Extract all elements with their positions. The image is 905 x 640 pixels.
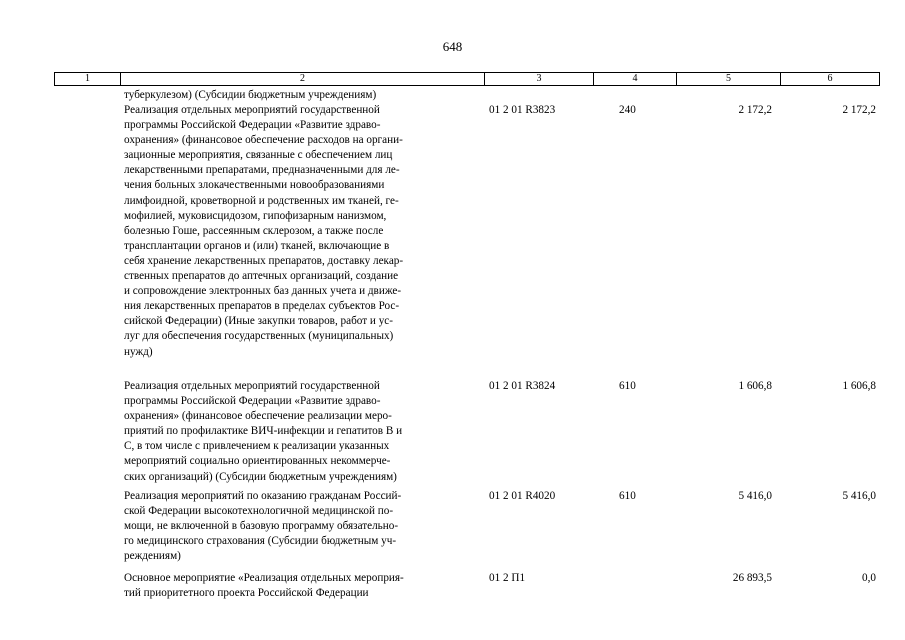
description-line: Реализация отдельных мероприятий государственной — [124, 104, 380, 116]
description-line: С, в том числе с привлечением к реализации указанных — [124, 440, 390, 453]
page-number: 648 — [442, 39, 463, 54]
column-header-5: 5 — [677, 73, 781, 85]
description-line: мощи, не включенной в базовую программу обязательно- — [124, 520, 399, 533]
target-article-code: 01 2 01 R4020 — [489, 490, 556, 502]
description-line: Реализация отдельных мероприятий государственной — [124, 380, 380, 392]
description-line: мероприятий социально ориентированных некоммерче- — [124, 455, 391, 468]
description-line: программы Российской Федерации «Развитие здраво- — [124, 395, 381, 408]
amount-column-5: 5 416,0 — [738, 490, 772, 502]
description-line: ской Федерации высокотехнологичной медицинской по- — [124, 505, 394, 518]
description-line: приятий по профилактике ВИЧ-инфекции и гепатитов В и — [124, 425, 403, 438]
description-line: Основное мероприятие «Реализация отдельных мероприя- — [124, 572, 404, 584]
column-header-1: 1 — [55, 73, 121, 85]
description-line: ских организаций) (Субсидии бюджетным учреждениям) — [124, 470, 397, 483]
table-header — [54, 72, 880, 86]
amount-column-5: 26 893,5 — [732, 572, 772, 584]
description-line: охранения» (финансовое обеспечение расходов на органи- — [124, 134, 403, 147]
description-line: болезнью Гоше, рассеянным склерозом, а также после — [124, 224, 384, 237]
description-line: лимфоидной, кроветворной и родственных им тканей, ге- — [124, 194, 399, 207]
expense-type-code: 240 — [619, 104, 636, 116]
description-line: трансплантации органов и (или) тканей, включающие в — [124, 239, 390, 252]
amount-column-5: 1 606,8 — [738, 380, 772, 392]
description-line: го медицинского страхования (Субсидии бюджетным уч- — [124, 535, 397, 548]
row-description — [124, 379, 480, 485]
target-article-code: 01 2 П1 — [489, 572, 526, 584]
description-line: Реализация мероприятий по оказанию гражданам Россий- — [124, 490, 402, 502]
description-line: луг для обеспечения государственных (муниципальных) — [124, 330, 394, 343]
amount-column-6: 1 606,8 — [842, 380, 876, 392]
description-line: нужд) — [124, 345, 153, 358]
description-line: охранения» (финансовое обеспечение реализации меро- — [124, 410, 392, 423]
amount-column-6: 2 172,2 — [842, 104, 876, 116]
target-article-code: 01 2 01 R3824 — [489, 380, 556, 392]
row-description — [124, 103, 480, 360]
row-description — [124, 88, 480, 103]
description-line: туберкулезом) (Субсидии бюджетным учреждениям) — [124, 89, 377, 101]
expense-type-code: 610 — [619, 380, 636, 392]
description-line: программы Российской Федерации «Развитие здраво- — [124, 119, 381, 132]
amount-column-6: 0,0 — [862, 572, 876, 584]
description-line: мофилией, муковисцидозом, гипофизарным нанизмом, — [124, 209, 387, 222]
target-article-code: 01 2 01 R3823 — [489, 104, 556, 116]
description-line: ния лекарственных препаратов в пределах субъектов Рос- — [124, 300, 400, 313]
expense-type-code: 610 — [619, 490, 636, 502]
description-line: чения больных злокачественными новообразованиями — [124, 179, 385, 192]
description-line: сийской Федерации) (Иные закупки товаров, работ и ус- — [124, 315, 393, 328]
column-header-2: 2 — [121, 73, 485, 85]
row-description — [124, 489, 480, 564]
description-line: лекарственными препаратами, предназначенными для ле- — [124, 164, 400, 177]
column-header-4: 4 — [594, 73, 677, 85]
description-line: тий приоритетного проекта Российской Федерации — [124, 587, 369, 600]
row-description — [124, 571, 480, 601]
description-line: зационные мероприятия, связанные с обеспечением лиц — [124, 149, 393, 162]
amount-column-6: 5 416,0 — [842, 490, 876, 502]
amount-column-5: 2 172,2 — [738, 104, 772, 116]
description-line: себя хранение лекарственных препаратов, доставку лекар- — [124, 254, 404, 267]
description-line: и сопровождение электронных баз данных учета и движе- — [124, 285, 402, 298]
description-line: реждениям) — [124, 550, 181, 563]
column-header-3: 3 — [485, 73, 594, 85]
description-line: ственных препаратов до аптечных организаций, создание — [124, 270, 399, 283]
column-header-6: 6 — [827, 73, 833, 84]
